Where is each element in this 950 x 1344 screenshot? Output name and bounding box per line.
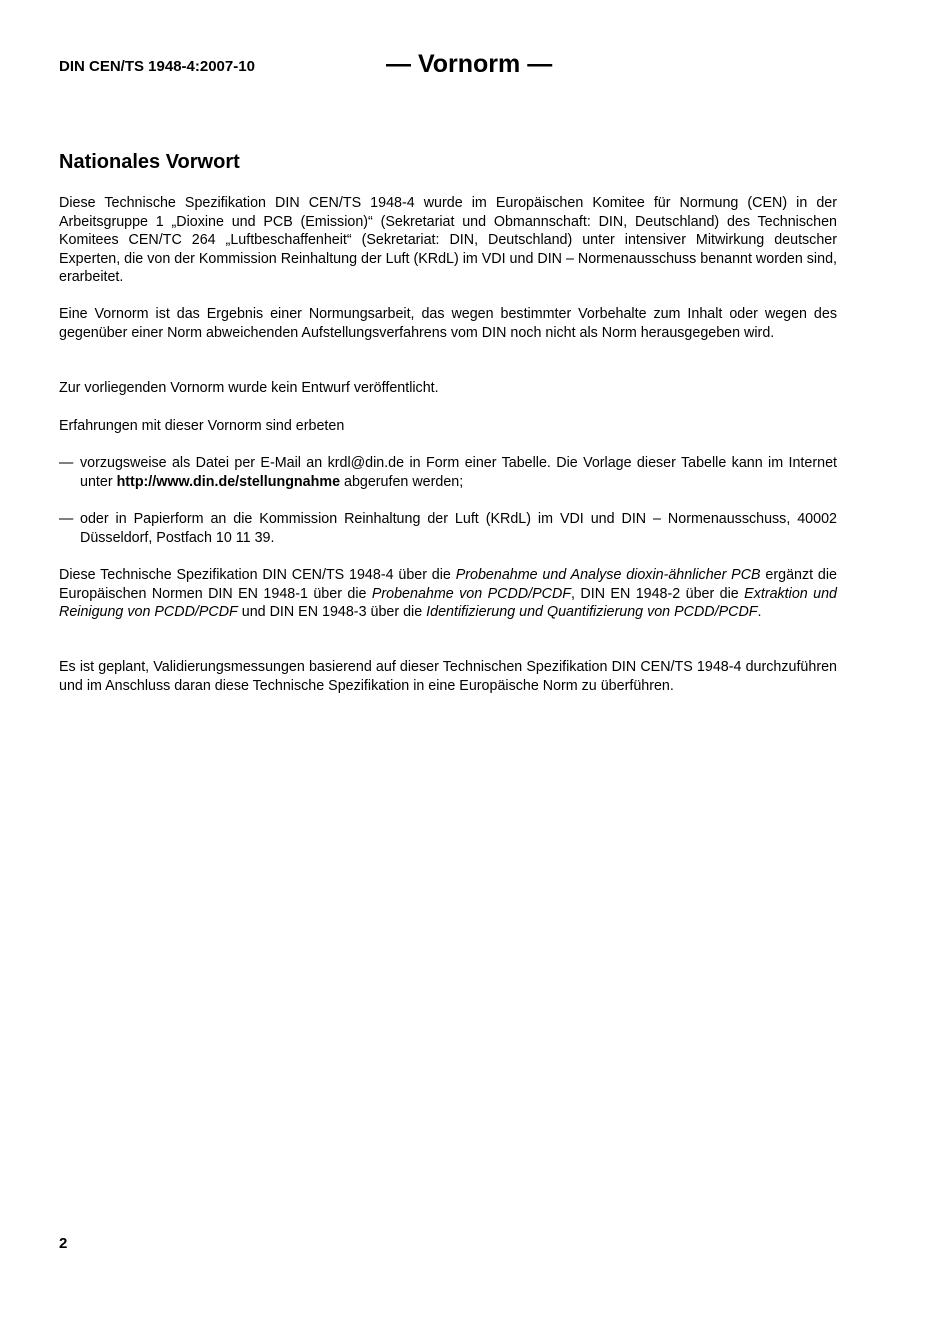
paragraph-vornorm-definition: Eine Vornorm ist das Ergebnis einer Normungsarbeit, das wegen bestimmter Vorbehalte zum Inhalt oder wegen des gegenüber einer Norm abweichenden Aufstellungsverfahrens vom DIN noch nicht als Norm herausgegeben wird. <box>59 306 837 341</box>
list-item-paper <box>59 510 837 547</box>
document-status: — Vornorm — <box>386 50 553 78</box>
paragraph-validation-plan: Es ist geplant, Validierungsmessungen basierend auf dieser Technischen Spezifikation DIN CEN/TS 1948-4 durchzuführen und im Anschluss daran diese Technische Spezifikation in eine Europäische Norm zu überführen. <box>59 659 837 694</box>
paragraph-related-standards <box>59 566 837 622</box>
text-segment: ergänzt die Europäischen Normen DIN EN 1948-1 über die <box>59 567 837 602</box>
paragraph-feedback-request: Erfahrungen mit dieser Vornorm sind erbeten <box>59 418 345 434</box>
text-segment: , DIN EN 1948-2 über die <box>571 585 745 602</box>
paragraph-no-draft: Zur vorliegenden Vornorm wurde kein Entwurf veröffentlicht. <box>59 380 439 396</box>
list-item-email-text: vorzugsweise als Datei per E-Mail an krdl@din.de in Form einer Tabelle. Die Vorlage dieser Tabelle kann im Internet unter <box>80 455 837 490</box>
text-segment: und DIN EN 1948-3 über die <box>237 604 427 621</box>
italic-title: Extraktion und Reinigung von PCDD/PCDF <box>59 585 837 621</box>
text-segment: . <box>757 604 762 621</box>
section-heading: Nationales Vorwort <box>59 151 240 173</box>
stellungnahme-link[interactable]: http://www.din.de/stellungnahme <box>116 473 341 490</box>
page-number: 2 <box>59 1235 68 1252</box>
document-id: DIN CEN/TS 1948-4:2007-10 <box>59 58 255 75</box>
italic-title: Probenahme und Analyse dioxin-ähnlicher PCB <box>455 567 761 583</box>
italic-title: Identifizierung und Quantifizierung von PCDD/PCDF <box>426 604 758 621</box>
list-item-paper-text: oder in Papierform an die Kommission Reinhaltung der Luft (KRdL) im VDI und DIN – Normenausschuss, 40002 Düsseldorf, Postfach 10 11 39. <box>80 511 837 546</box>
list-dash: — <box>59 511 74 527</box>
list-dash: — <box>59 455 74 471</box>
paragraph-origin: Diese Technische Spezifikation DIN CEN/TS 1948-4 wurde im Europäischen Komitee für Normung (CEN) in der Arbeitsgruppe 1 „Dioxine und PCB (Emission)“ (Sekretariat und Obmannschaft: DIN, Deutschland) des Technischen Komitees CEN/TC 264 „Luftbeschaffenheit“ (Sekretariat: DIN, Deutschland) unter intensiver Mitwirkung deutscher Experten, die von der Kommission Reinhaltung der Luft (KRdL) im VDI und DIN – Normenausschuss benannt worden sind, erarbeitet. <box>59 195 837 286</box>
list-item-email <box>59 454 837 491</box>
text-segment: Diese Technische Spezifikation DIN CEN/TS 1948-4 über die <box>59 567 456 583</box>
italic-title: Probenahme von PCDD/PCDF <box>371 585 572 602</box>
list-item-email-text-end: abgerufen werden; <box>340 473 464 490</box>
